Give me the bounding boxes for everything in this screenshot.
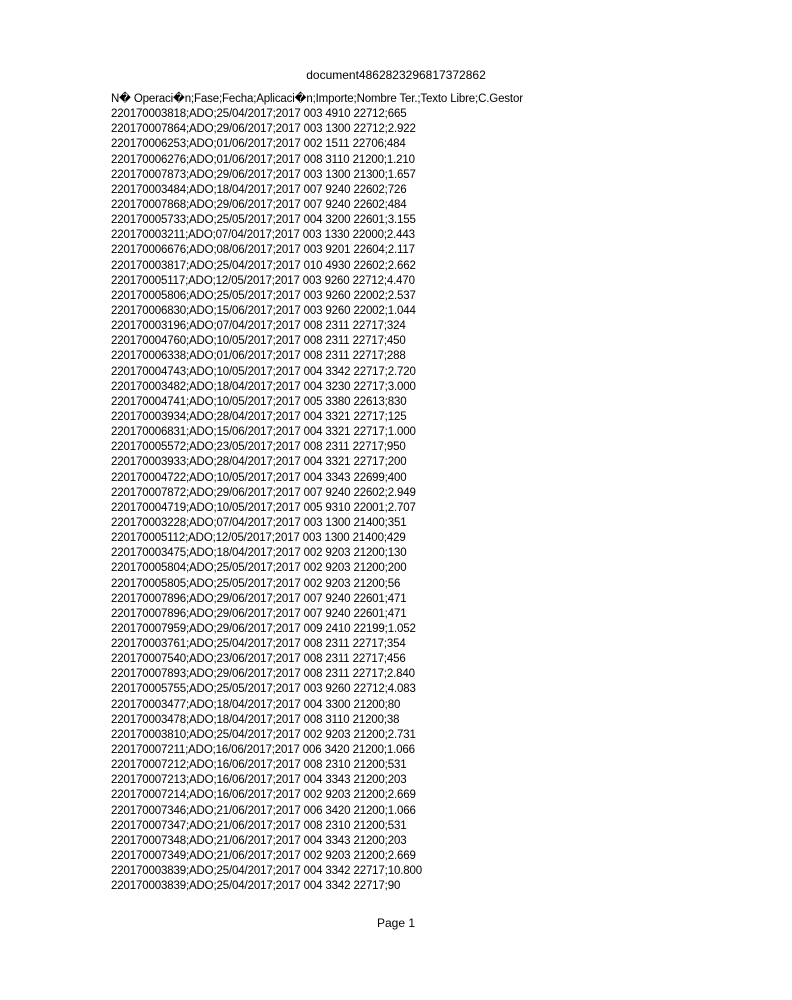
csv-row: 220170003211;ADO;07/04/2017;2017 003 1330 22000;2.443	[111, 229, 415, 242]
csv-row: 220170003810;ADO;25/04/2017;2017 002 9203 21200;2.731	[111, 728, 416, 741]
csv-row: 220170003196;ADO;07/04/2017;2017 008 2311 22717;324	[111, 320, 406, 333]
csv-row: 220170004743;ADO;10/05/2017;2017 004 3342 22717;2.720	[111, 365, 416, 378]
csv-header-line: N� Operaci�n;Fase;Fecha;Aplicaci�n;Importe;Nombre Ter.;Texto Libre;C.Gestor	[111, 93, 523, 105]
csv-row: 220170004741;ADO;10/05/2017;2017 005 3380 22613;830	[111, 395, 407, 408]
csv-row: 220170003818;ADO;25/04/2017;2017 003 4910 22712;665	[111, 108, 407, 121]
csv-row: 220170003478;ADO;18/04/2017;2017 008 3110 21200;38	[111, 713, 400, 726]
csv-row: 220170005805;ADO;25/05/2017;2017 002 9203 21200;56	[111, 577, 401, 590]
csv-row: 220170005733;ADO;25/05/2017;2017 004 3200 22601;3.155	[111, 214, 416, 227]
csv-row: 220170005755;ADO;25/05/2017;2017 003 9260 22712;4.083	[111, 683, 416, 696]
csv-row: 220170006676;ADO;08/06/2017;2017 003 9201 22604;2.117	[111, 244, 415, 257]
csv-row: 220170004722;ADO;10/05/2017;2017 004 3343 22699;400	[111, 471, 407, 484]
document-body	[111, 92, 523, 894]
csv-row: 220170005804;ADO;25/05/2017;2017 002 9203 21200;200	[111, 562, 407, 575]
csv-row: 220170007214;ADO;16/06/2017;2017 002 9203 21200;2.669	[111, 789, 416, 802]
csv-row: 220170005806;ADO;25/05/2017;2017 003 9260 22002;2.537	[111, 289, 416, 302]
csv-row: 220170004760;ADO;10/05/2017;2017 008 2311 22717;450	[111, 335, 406, 348]
csv-row: 220170003933;ADO;28/04/2017;2017 004 3321 22717;200	[111, 456, 407, 469]
csv-row: 220170005117;ADO;12/05/2017;2017 003 9260 22712;4.470	[111, 274, 415, 287]
csv-row: 220170003839;ADO;25/04/2017;2017 004 3342 22717;90	[111, 880, 401, 893]
csv-row: 220170007211;ADO;16/06/2017;2017 006 3420 21200;1.066	[111, 744, 415, 757]
csv-row: 220170004719;ADO;10/05/2017;2017 005 9310 22001;2.707	[111, 501, 416, 514]
csv-row: 220170007349;ADO;21/06/2017;2017 002 9203 21200;2.669	[111, 850, 416, 863]
csv-row: 220170003484;ADO;18/04/2017;2017 007 9240 22602;726	[111, 183, 407, 196]
csv-row: 220170006253;ADO;01/06/2017;2017 002 1511 22706;484	[111, 138, 406, 151]
csv-rows	[111, 107, 523, 894]
csv-row: 220170003761;ADO;25/04/2017;2017 008 2311 22717;354	[111, 638, 406, 651]
csv-row: 220170007348;ADO;21/06/2017;2017 004 3343 21200;203	[111, 834, 407, 847]
csv-row: 220170007212;ADO;16/06/2017;2017 008 2310 21200;531	[111, 759, 407, 772]
csv-row: 220170006338;ADO;01/06/2017;2017 008 2311 22717;288	[111, 350, 406, 363]
csv-row: 220170007346;ADO;21/06/2017;2017 006 3420 21200;1.066	[111, 804, 416, 817]
csv-row: 220170007959;ADO;29/06/2017;2017 009 2410 22199;1.052	[111, 622, 416, 635]
csv-row: 220170003477;ADO;18/04/2017;2017 004 3300 21200;80	[111, 698, 401, 711]
csv-row: 220170005572;ADO;23/05/2017;2017 008 2311 22717;950	[111, 441, 406, 454]
csv-row: 220170007347;ADO;21/06/2017;2017 008 2310 21200;531	[111, 819, 407, 832]
csv-row: 220170007893;ADO;29/06/2017;2017 008 2311 22717;2.840	[111, 668, 415, 681]
csv-row: 220170007540;ADO;23/06/2017;2017 008 2311 22717;456	[111, 653, 406, 666]
csv-row: 220170003934;ADO;28/04/2017;2017 004 3321 22717;125	[111, 410, 407, 423]
csv-row: 220170007213;ADO;16/06/2017;2017 004 3343 21200;203	[111, 774, 407, 787]
csv-row: 220170003817;ADO;25/04/2017;2017 010 4930 22602;2.662	[111, 259, 416, 272]
csv-row: 220170007864;ADO;29/06/2017;2017 003 1300 22712;2.922	[111, 123, 416, 136]
csv-row: 220170003482;ADO;18/04/2017;2017 004 3230 22717;3.000	[111, 380, 416, 393]
csv-row: 220170006830;ADO;15/06/2017;2017 003 9260 22002;1.044	[111, 304, 416, 317]
csv-row: 220170003839;ADO;25/04/2017;2017 004 3342 22717;10.800	[111, 865, 422, 878]
csv-row: 220170003228;ADO;07/04/2017;2017 003 1300 21400;351	[111, 516, 407, 529]
csv-row: 220170007872;ADO;29/06/2017;2017 007 9240 22602;2.949	[111, 486, 416, 499]
csv-row: 220170006276;ADO;01/06/2017;2017 008 3110 21200;1.210	[111, 153, 415, 166]
csv-row: 220170007868;ADO;29/06/2017;2017 007 9240 22602;484	[111, 198, 407, 211]
csv-row: 220170005112;ADO;12/05/2017;2017 003 1300 21400;429	[111, 532, 406, 545]
csv-row: 220170007896;ADO;29/06/2017;2017 007 9240 22601;471	[111, 592, 407, 605]
csv-row: 220170007873;ADO;29/06/2017;2017 003 1300 21300;1.657	[111, 168, 416, 181]
csv-row: 220170003475;ADO;18/04/2017;2017 002 9203 21200;130	[111, 547, 407, 560]
page-number: Page 1	[376, 916, 416, 930]
csv-row: 220170007896;ADO;29/06/2017;2017 007 9240 22601;471	[111, 607, 407, 620]
document-title: document4862823296817372862	[306, 68, 486, 82]
csv-row: 220170006831;ADO;15/06/2017;2017 004 3321 22717;1.000	[111, 426, 416, 439]
